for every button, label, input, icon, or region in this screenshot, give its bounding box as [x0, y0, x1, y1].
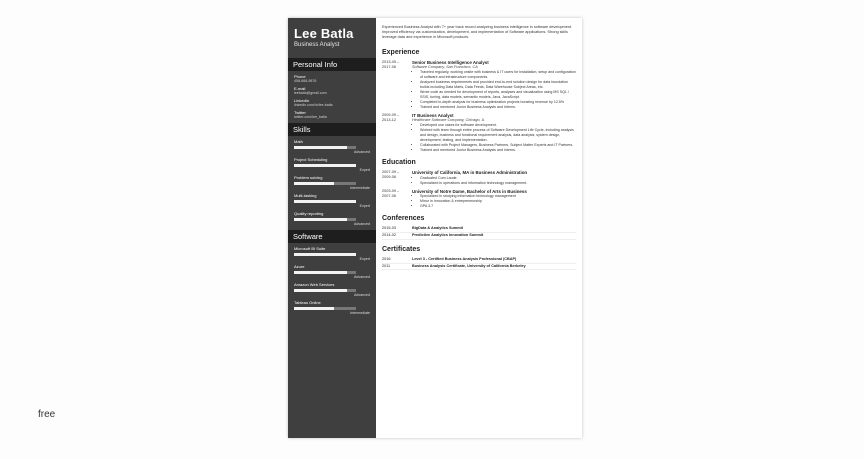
- skill-item: [288, 157, 376, 172]
- skills-heading: Skills: [288, 123, 376, 136]
- entry-dates: [382, 60, 412, 110]
- skill-item: [288, 193, 376, 208]
- info-label: LinkedIn: [294, 98, 310, 103]
- conferences-row: [382, 226, 576, 233]
- row-year: 2014-02: [382, 233, 396, 238]
- entry-bullet: • Trained and mentored Junior Business Analysts and Interns.: [420, 148, 576, 153]
- entry-date: 2017-06: [382, 64, 396, 69]
- entry-dates: [382, 113, 412, 153]
- skill-bar: [294, 146, 356, 149]
- entry-bullet: • Collaborated with Project Managers, Business Partners, Subject Matter Experts and IT Partners.: [420, 143, 576, 148]
- row-text: BigData & Analytics Summit: [412, 226, 463, 231]
- entry-bullets: [412, 123, 576, 153]
- info-value: leebatla@gmail.com: [294, 91, 327, 95]
- entry-bullet: • Analyzed business requirements and provided end-to-end solution design for data foundation builds including Data Marts, Data Feeds, Data Warehouse Subject Areas, etc.: [420, 80, 576, 90]
- entry-bullet: • Traveled regularly, working onsite with business & IT users for installation, setup and configuration of software and infrastructure components.: [420, 70, 576, 80]
- skill-bar-fill: [294, 253, 356, 256]
- education-entry: [382, 170, 576, 185]
- info-label: Twitter: [294, 110, 306, 115]
- skill-item: [288, 282, 376, 297]
- row-year: 2016: [382, 256, 391, 261]
- watermark-text: free: [38, 409, 56, 420]
- entry-title: IT Business Analyst: [412, 113, 454, 119]
- info-value: twitter.com/lee_batla: [294, 115, 327, 119]
- skill-name: Project Scheduling: [294, 157, 328, 162]
- skill-bar-fill: [294, 218, 347, 221]
- entry-date: 2013-05 –: [382, 59, 400, 64]
- entry-bullet: • Wrote code as needed for development of reports, analyses and visualization using MS SQL / SSIS, tuning, data models, semantic models, Java, JavaScript.: [420, 90, 576, 100]
- skill-bar-fill: [294, 164, 356, 167]
- candidate-role: Business Analyst: [294, 42, 340, 48]
- software-heading: Software: [288, 230, 376, 243]
- entry-organization: Healthcare Software Company, Chicago, IL: [412, 118, 485, 123]
- entry-body: [412, 60, 576, 110]
- entry-bullets: [412, 176, 576, 186]
- entry-body: [412, 113, 576, 153]
- skill-bar: [294, 218, 356, 221]
- entry-body: [412, 189, 576, 209]
- entry-title: University of Notre Dame, Bachelor of Arts in Business: [412, 188, 527, 194]
- entry-dates: [382, 189, 412, 209]
- certificates-row: [382, 264, 576, 271]
- skill-name: Azure: [294, 264, 305, 269]
- skill-level: Expert: [359, 204, 370, 208]
- row-year: 2015-03: [382, 226, 396, 231]
- entry-bullet: • Developed use cases for software development.: [420, 123, 576, 128]
- row-text: Business Analysis Certificate, University of California Berkeley: [412, 263, 526, 268]
- entry-date: 2009-06: [382, 175, 396, 180]
- skill-item: [288, 139, 376, 154]
- skill-bar: [294, 182, 356, 185]
- info-label: Phone: [294, 74, 306, 79]
- entry-bullet: • GPA 3.7: [420, 204, 576, 209]
- software-list: [288, 246, 376, 315]
- education-heading: Education: [382, 159, 416, 167]
- resume-page: [288, 18, 582, 438]
- skill-name: Microsoft BI Suite: [294, 246, 326, 251]
- skill-level: Intermediate: [350, 311, 370, 315]
- skill-bar-fill: [294, 182, 334, 185]
- skill-level: Advanced: [354, 275, 370, 279]
- skill-bar-fill: [294, 146, 347, 149]
- resume-main: [376, 18, 582, 438]
- resume-sidebar: [288, 18, 376, 438]
- skills-list: [288, 139, 376, 226]
- skill-item: [288, 175, 376, 190]
- entry-date: 2013-12: [382, 118, 396, 123]
- skill-name: Problem solving: [294, 175, 323, 180]
- skill-bar-fill: [294, 271, 347, 274]
- info-value: 458-666-9876: [294, 79, 317, 83]
- skill-bar-fill: [294, 200, 356, 203]
- certificates-row: [382, 257, 576, 264]
- entry-bullet: • Completed in-depth analysis for business optimization projects boosting revenue by 12.5%: [420, 100, 576, 105]
- skill-name: Tableau Online: [294, 300, 321, 305]
- personal-info-list: [288, 74, 376, 119]
- skill-level: Advanced: [354, 222, 370, 226]
- conferences-row: [382, 233, 576, 240]
- skill-bar: [294, 271, 356, 274]
- certificates-heading: Certificates: [382, 245, 421, 253]
- skill-item: [288, 211, 376, 226]
- entry-body: [412, 170, 576, 185]
- row-text: Level 3 - Certified Business Analysis Professional (CBAP): [412, 256, 517, 261]
- entry-bullet: • Specialized in operations and information technology management.: [420, 181, 576, 186]
- skill-item: [288, 264, 376, 279]
- entry-organization: Software Company, San Francisco, CA: [412, 65, 478, 70]
- skill-level: Advanced: [354, 293, 370, 297]
- skill-name: Math: [294, 139, 303, 144]
- skill-name: Amazon Web Services: [294, 282, 335, 287]
- info-value: linkedin.com/in/lee-batla: [294, 103, 333, 107]
- entry-date: 2009-09 –: [382, 113, 400, 118]
- entry-bullets: [412, 70, 576, 110]
- summary-text: Experienced Business Analyst with 7+ year track record analyzing business intelligence in software development. Improved efficiency via customization, development, and implementation of Software applications. Strong skills leverage data and experience in Microsoft products.: [382, 25, 573, 40]
- conferences-heading: Conferences: [382, 215, 425, 223]
- info-label: E-mail: [294, 86, 306, 91]
- skill-bar-fill: [294, 307, 334, 310]
- skill-level: Expert: [359, 257, 370, 261]
- experience-heading: Experience: [382, 48, 420, 56]
- skill-name: Quality reporting: [294, 211, 324, 216]
- entry-date: 2007-06: [382, 193, 396, 198]
- entry-bullet: • Graduated Cum Laude.: [420, 176, 576, 181]
- skill-item: [288, 300, 376, 315]
- education-entry: [382, 189, 576, 209]
- education-list: [382, 170, 576, 209]
- skill-bar: [294, 289, 356, 292]
- skill-bar: [294, 253, 356, 256]
- skill-name: Multi-tasking: [294, 193, 317, 198]
- skill-item: [288, 246, 376, 261]
- row-text: Predictive Analytics Innovation Summit: [412, 233, 484, 238]
- skill-bar: [294, 307, 356, 310]
- personal-info-heading: Personal Info: [288, 58, 376, 71]
- skill-bar: [294, 164, 356, 167]
- entry-title: Senior Business Intelligence Analyst: [412, 59, 489, 65]
- skill-level: Expert: [359, 168, 370, 172]
- experience-entry: [382, 113, 576, 153]
- skill-level: Intermediate: [350, 186, 370, 190]
- experience-list: [382, 60, 576, 154]
- entry-bullet: • Specialized in studying information technology management: [420, 194, 576, 199]
- skill-bar-fill: [294, 289, 347, 292]
- row-year: 2011: [382, 263, 391, 268]
- conferences-list: [382, 226, 576, 240]
- entry-bullets: [412, 194, 576, 209]
- entry-dates: [382, 170, 412, 185]
- entry-bullet: • Minor in Innovation & entrepreneurship: [420, 199, 576, 204]
- certificates-list: [382, 257, 576, 271]
- entry-bullet: • Worked with team through entire process of Software Development Life Cycle, including analysis and design, business and functional requirement analysis, data analysis, system design, development, testing, and implementation.: [420, 128, 576, 143]
- entry-bullet: • Trained and mentored Junior Business Analysts and Interns.: [420, 105, 576, 110]
- entry-date: 2003-09 –: [382, 188, 400, 193]
- skill-bar: [294, 200, 356, 203]
- entry-title: University of California, MA in Business Administration: [412, 170, 528, 176]
- skill-level: Advanced: [354, 150, 370, 154]
- experience-entry: [382, 60, 576, 110]
- entry-date: 2007-09 –: [382, 170, 400, 175]
- candidate-name: Lee Batla: [294, 26, 354, 41]
